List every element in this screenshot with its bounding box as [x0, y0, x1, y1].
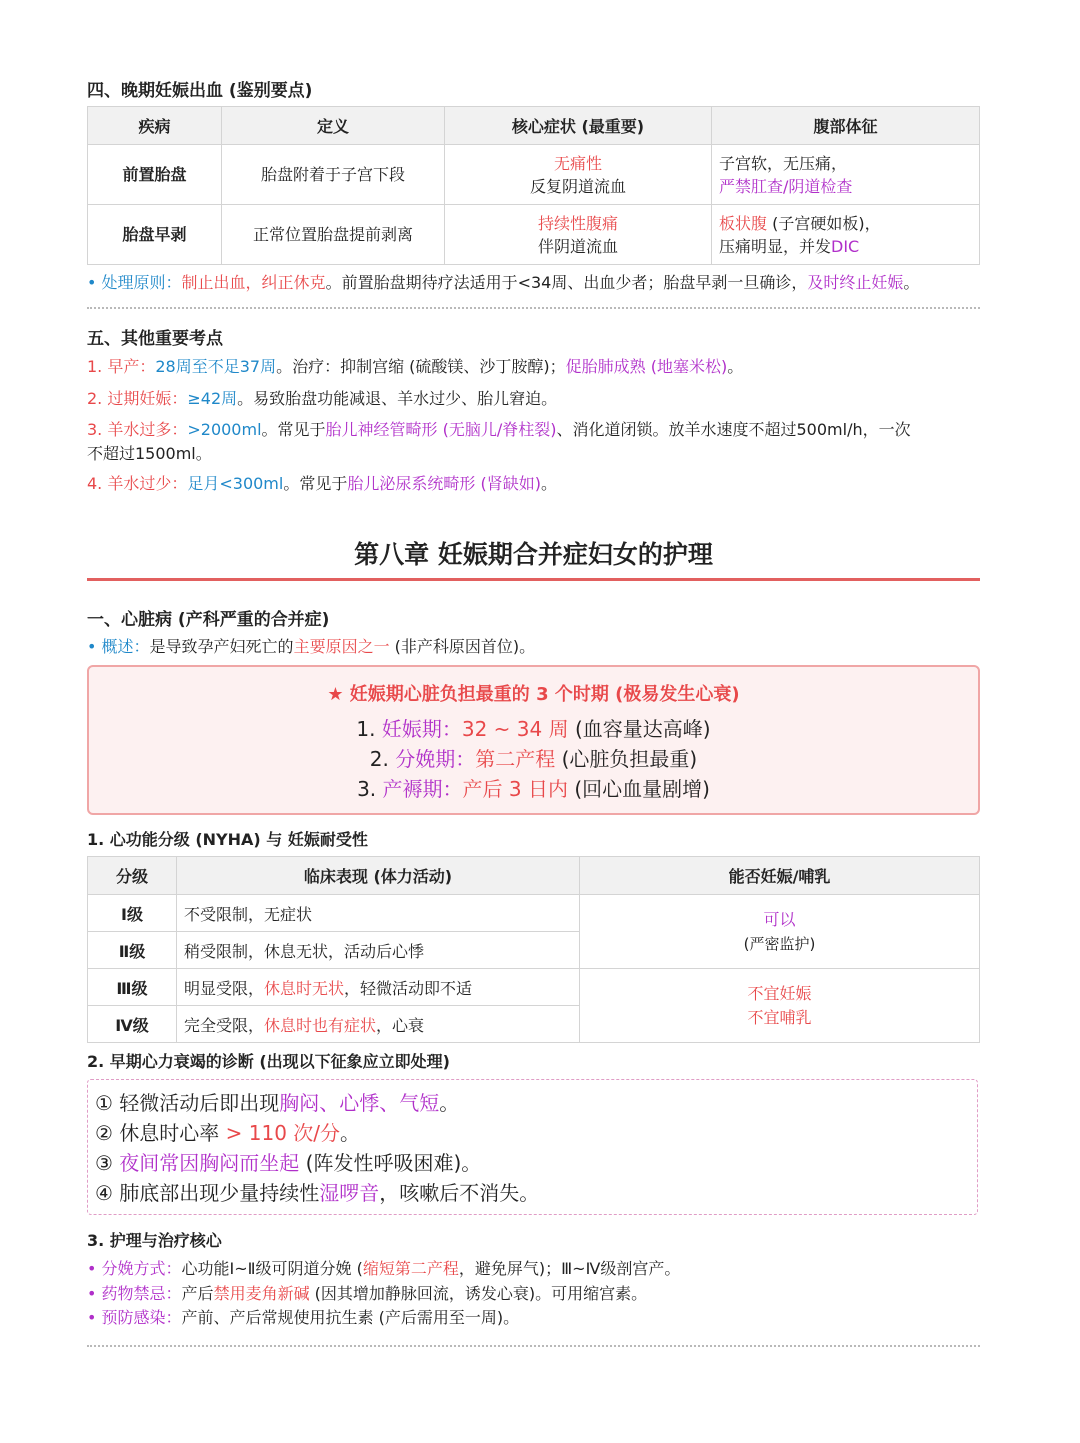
table-header-row — [88, 107, 980, 145]
list-item: • 药物禁忌：产后禁用麦角新碱 (因其增加静脉回流，诱发心衰)。可用缩宫素。 — [87, 1284, 648, 1303]
list-item: 4. 羊水过少：足月<300ml。常见于胎儿泌尿系统畸形 (肾缺如)。 — [87, 474, 557, 493]
description-cell: 完全受限，休息时也有症状，心衰 — [177, 1006, 580, 1043]
sign-key: 板状腹 — [719, 213, 768, 233]
sign-cell — [712, 205, 980, 265]
early-failure-box — [87, 1079, 978, 1215]
grade-cell: Ⅰ级 — [88, 895, 177, 932]
symptom-key: 无痛性 — [553, 153, 602, 173]
column-header: 核心症状 (最重要) — [445, 107, 712, 145]
list-item: 1. 早产：28周至不足37周。治疗：抑制宫缩 (硫酸镁、沙丁胺醇)；促胎肺成熟 (地塞米松)。 — [87, 357, 744, 376]
symptom-cell — [445, 205, 712, 265]
overview-label: 概述： — [101, 637, 150, 656]
list-item: 3. 羊水过多：>2000ml。常见于胎儿神经管畸形 (无脑儿/脊柱裂)、消化道闭锁。放羊水速度不超过500ml/h，一次 不超过1500ml。 — [87, 420, 911, 463]
signs-list — [95, 1088, 539, 1208]
sign-cell — [712, 145, 980, 205]
box-title: ★ 妊娠期心脏负担最重的 3 个时期 (极易发生心衰) — [327, 684, 740, 705]
list-item: • 分娩方式：心功能Ⅰ~Ⅱ级可阴道分娩 (缩短第二产程，避免屏气)；Ⅲ~Ⅳ级剖宫产。 — [87, 1259, 681, 1278]
divider — [87, 1345, 980, 1347]
critical-periods-box — [87, 665, 980, 815]
principle-label: 处理原则： — [101, 273, 182, 292]
overview-line: • 概述：是导致孕产妇死亡的主要原因之一 (非产科原因首位)。 — [87, 637, 536, 656]
section-5-title: 五、其他重要考点 — [87, 329, 223, 349]
table-row — [88, 969, 980, 1006]
answer-note: (严密监护) — [743, 934, 816, 953]
section-4-title: 四、晚期妊娠出血 (鉴别要点) — [87, 81, 313, 101]
sign-key: DIC — [831, 236, 860, 256]
item-label: 药物禁忌： — [101, 1284, 182, 1303]
nursing-title: 3. 护理与治疗核心 — [87, 1231, 222, 1250]
item-label: 预防感染： — [101, 1308, 182, 1327]
column-header: 分级 — [88, 857, 177, 895]
chapter-underline — [87, 578, 980, 581]
definition-cell: 胎盘附着于子宫下段 — [222, 145, 445, 205]
column-header: 疾病 — [88, 107, 222, 145]
column-header: 能否妊娠/哺乳 — [580, 857, 980, 895]
table-row — [88, 205, 980, 265]
answer-key: 不宜哺乳 — [747, 1007, 812, 1027]
sign-warning: 严禁肛查/阴道检查 — [719, 176, 853, 196]
symptom-key: 持续性腹痛 — [537, 213, 618, 233]
list-item: 2. 过期妊娠：≥42周。易致胎盘功能减退、羊水过少、胎儿窘迫。 — [87, 389, 558, 408]
chapter-title: 第八章 妊娠期合并症妇女的护理 — [354, 540, 713, 569]
sign-line — [719, 235, 978, 258]
symptom-cell — [445, 145, 712, 205]
answer-key: 可以 — [763, 909, 796, 929]
answer-cell — [580, 895, 980, 969]
list-item: 1. 妊娠期：32 ~ 34 周 (血容量达高峰) — [356, 717, 711, 741]
divider — [87, 307, 980, 309]
early-failure-title: 2. 早期心力衰竭的诊断 (出现以下征象应立即处理) — [87, 1052, 450, 1071]
definition-cell: 正常位置胎盘提前剥离 — [222, 205, 445, 265]
list-item: ② 休息时心率 > 110 次/分。 — [95, 1121, 361, 1145]
grade-cell: Ⅱ级 — [88, 932, 177, 969]
grade-cell: Ⅳ级 — [88, 1006, 177, 1043]
nyha-table — [87, 856, 980, 1043]
description-cell: 稍受限制，休息无状，活动后心悸 — [177, 932, 580, 969]
answer-key: 不宜妊娠 — [747, 983, 812, 1003]
list-item: 3. 产褥期：产后 3 日内 (回心血量剧增) — [357, 777, 710, 801]
hemorrhage-table — [87, 106, 980, 265]
table-row — [88, 895, 980, 932]
list-item: • 预防感染：产前、产后常规使用抗生素 (产后需用至一周)。 — [87, 1308, 520, 1327]
heart-section-title: 一、心脏病 (产科严重的合并症) — [87, 610, 330, 630]
list-item: 2. 分娩期：第二产程 (心脏负担最重) — [369, 747, 698, 771]
sign-text: 压痛明显，并发 — [719, 236, 832, 256]
description-cell: 明显受限，休息时无状，轻微活动即不适 — [177, 969, 580, 1006]
symptom-detail: 伴阴道流血 — [537, 236, 618, 256]
list-item: ③ 夜间常因胸闷而坐起 (阵发性呼吸困难)。 — [95, 1151, 482, 1175]
sign-text: (子宫硬如板)， — [767, 213, 881, 233]
column-header: 临床表现 (体力活动) — [177, 857, 580, 895]
grade-cell: Ⅲ级 — [88, 969, 177, 1006]
list-item: ④ 肺底部出现少量持续性湿啰音，咳嗽后不消失。 — [95, 1181, 540, 1205]
treatment-principle: • 处理原则：制止出血，纠正休克。前置胎盘期待疗法适用于<34周、出血少者；胎盘早剥一旦确诊，及时终止妊娠。 — [87, 273, 920, 292]
item-label: 分娩方式： — [101, 1259, 182, 1278]
symptom-detail: 反复阴道流血 — [529, 176, 626, 196]
description-cell: 不受限制，无症状 — [177, 895, 580, 932]
sign-line: 子宫软，无压痛， — [719, 153, 848, 173]
column-header: 定义 — [222, 107, 445, 145]
box-list — [89, 714, 978, 804]
disease-cell: 前置胎盘 — [88, 145, 222, 205]
sign-line — [719, 212, 978, 235]
table-header-row — [88, 857, 980, 895]
table-row — [88, 145, 980, 205]
disease-cell: 胎盘早剥 — [88, 205, 222, 265]
column-header: 腹部体征 — [712, 107, 980, 145]
nyha-title: 1. 心功能分级 (NYHA) 与 妊娠耐受性 — [87, 830, 368, 849]
answer-cell — [580, 969, 980, 1043]
list-item: ① 轻微活动后即出现胸闷、心悸、气短。 — [95, 1091, 460, 1115]
